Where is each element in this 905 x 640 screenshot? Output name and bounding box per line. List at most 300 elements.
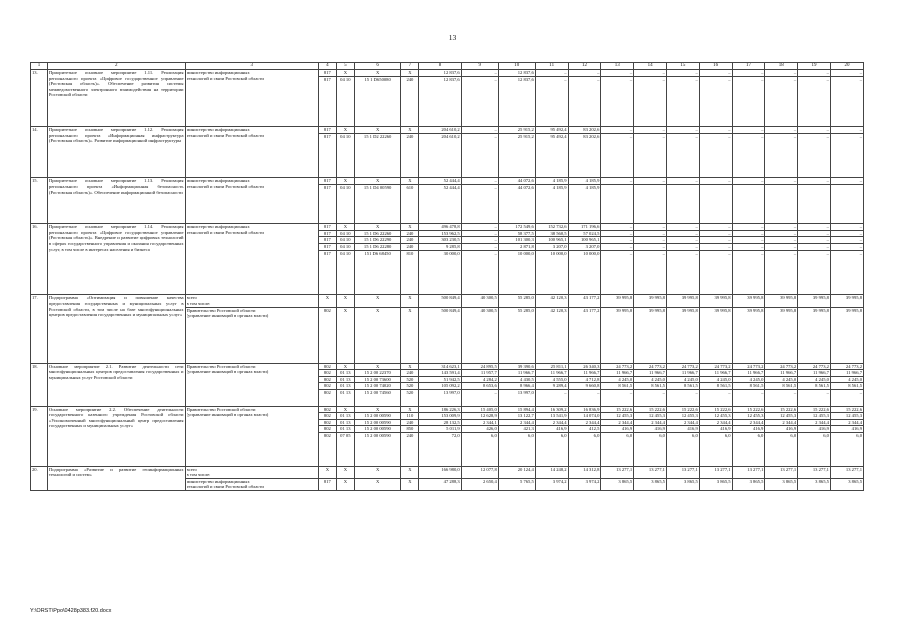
value-cell: 39 995,8 <box>666 295 699 307</box>
value-cell: 314 623,1 <box>419 363 461 370</box>
value-cell: 416,9 <box>830 426 863 433</box>
column-header: 20 <box>830 63 863 70</box>
column-header: 14 <box>634 63 667 70</box>
value-cell: 105 092,2 <box>419 383 461 390</box>
value-cell: 4 245,0 <box>699 376 732 383</box>
value-cell: 520 <box>401 383 419 390</box>
program-name: Приоритетное основное мероприятие 1.12. Реализация регионального проекта «Информационная инфраструктура (Ростовская область)». Развитие информационной инфраструктуры <box>47 126 185 177</box>
value-cell: 2 344,4 <box>699 419 732 426</box>
value-cell: 416,9 <box>798 426 831 433</box>
value-cell: 11 966,7 <box>732 370 765 377</box>
value-cell: 13 277,1 <box>634 466 667 478</box>
value-cell: – <box>830 70 863 77</box>
value-cell: 3 865,5 <box>634 478 667 490</box>
value-cell: 3 207,0 <box>568 243 601 250</box>
value-cell: 2 344,4 <box>535 419 568 426</box>
value-cell: 13 997,0 <box>419 389 461 406</box>
value-cell: 3 865,5 <box>798 478 831 490</box>
value-cell: 817 <box>318 76 336 126</box>
value-cell: 100 965,1 <box>568 237 601 244</box>
value-cell: X <box>401 307 419 363</box>
value-cell: 24 773,2 <box>601 363 634 370</box>
value-cell: 817 <box>318 478 336 490</box>
value-cell: 26 340,3 <box>568 363 601 370</box>
value-cell: – <box>634 126 667 133</box>
value-cell: 240 <box>401 243 419 250</box>
value-cell: 04 10 <box>336 133 354 178</box>
executor <box>185 406 318 466</box>
column-header: 4 <box>318 63 336 70</box>
value-cell: 6,0 <box>634 433 667 467</box>
value-cell: – <box>535 70 568 77</box>
value-cell: – <box>461 243 498 250</box>
value-cell: 12 455,3 <box>830 413 863 420</box>
value-cell: – <box>732 70 765 77</box>
column-header: 12 <box>568 63 601 70</box>
value-cell: 3 974,2 <box>535 478 568 490</box>
value-cell: 3 865,5 <box>765 478 798 490</box>
value-cell: – <box>461 230 498 237</box>
value-cell: X <box>336 478 354 490</box>
value-cell: 39 390,6 <box>498 363 535 370</box>
value-cell: – <box>699 250 732 295</box>
value-cell: 240 <box>401 76 419 126</box>
value-cell: 52 444,4 <box>419 178 461 185</box>
value-cell: – <box>461 389 498 406</box>
value-cell: – <box>732 133 765 178</box>
value-cell <box>830 184 863 223</box>
value-cell: – <box>601 250 634 295</box>
value-cell: 204 610,2 <box>419 126 461 133</box>
value-cell: – <box>461 76 498 126</box>
value-cell: 240 <box>401 133 419 178</box>
value-cell: 416,9 <box>666 426 699 433</box>
value-cell: – <box>798 389 831 406</box>
value-cell: 15 2 00 00590 <box>354 413 401 420</box>
value-cell: 15 2 00 74020 <box>354 383 401 390</box>
value-cell: 04 10 <box>336 184 354 223</box>
page-number: 13 <box>448 33 457 42</box>
value-cell: 2 344,4 <box>732 419 765 426</box>
value-cell: – <box>666 250 699 295</box>
executor-line: технологий и связи Ростовской области <box>186 229 264 235</box>
program-name: Приоритетное основное мероприятие 1.14. Реализация регионального проекта «Цифровое государственное управление (Ростовская область)». Внедрение и развитие цифровых технологий в сферах государственного управления и оказания государственных услуг, в том числе в интересах населения и бизнеса <box>47 224 185 295</box>
value-cell: – <box>535 389 568 406</box>
value-cell: 416,9 <box>535 426 568 433</box>
executor-line: технологий и связи Ростовской области <box>186 75 264 81</box>
value-cell: 412,5 <box>568 426 601 433</box>
value-cell: 11 966,7 <box>798 370 831 377</box>
value-cell: 12 455,3 <box>699 413 732 420</box>
value-cell: – <box>461 178 498 185</box>
value-cell: 817 <box>318 224 336 231</box>
value-cell: 55 285,0 <box>498 307 535 363</box>
value-cell: 39 995,8 <box>634 295 667 307</box>
value-cell: 24 773,2 <box>732 363 765 370</box>
value-cell: X <box>336 406 354 413</box>
value-cell: – <box>765 243 798 250</box>
value-cell: 204 610,2 <box>419 133 461 178</box>
value-cell: 04 10 <box>336 250 354 295</box>
value-cell: X <box>354 70 401 77</box>
value-cell: X <box>354 224 401 231</box>
value-cell: 817 <box>318 237 336 244</box>
value-cell: X <box>401 478 419 490</box>
value-cell: 13 277,1 <box>666 466 699 478</box>
value-cell: 44 072,6 <box>498 178 535 185</box>
executor <box>185 178 318 224</box>
value-cell: X <box>401 126 419 133</box>
value-cell: 39 995,8 <box>732 307 765 363</box>
value-cell: X <box>336 466 354 478</box>
value-cell: 8 561,5 <box>830 383 863 390</box>
value-cell: 6,0 <box>666 433 699 467</box>
value-cell: 47 288,3 <box>419 478 461 490</box>
value-cell: 9 289,4 <box>535 383 568 390</box>
value-cell: 3 865,5 <box>601 478 634 490</box>
value-cell: 15 1 D4 00590 <box>354 184 401 223</box>
value-cell: 24 773,2 <box>798 363 831 370</box>
value-cell: 4 712,8 <box>568 376 601 383</box>
value-cell: 4 185,9 <box>568 178 601 185</box>
value-cell: 8 561,5 <box>798 383 831 390</box>
value-cell: – <box>798 70 831 77</box>
column-header: 6 <box>354 63 401 70</box>
value-cell: 12 837,6 <box>498 76 535 126</box>
file-path-footer: Y:\ORST\Ppo\0428p383.f20.docx <box>30 608 112 614</box>
value-cell: 6,0 <box>699 433 732 467</box>
value-cell: 11 966,7 <box>765 370 798 377</box>
value-cell: – <box>699 243 732 250</box>
value-cell: 2 344,4 <box>634 419 667 426</box>
value-cell: – <box>699 230 732 237</box>
value-cell: 2 344,1 <box>461 419 498 426</box>
value-cell: 817 <box>318 184 336 223</box>
value-cell: 143 591,4 <box>419 370 461 377</box>
value-cell: 6,0 <box>568 433 601 467</box>
table-row <box>31 178 864 185</box>
value-cell: – <box>830 126 863 133</box>
value-cell: 802 <box>318 370 336 377</box>
value-cell: – <box>634 70 667 77</box>
value-cell: 12 455,3 <box>765 413 798 420</box>
value-cell: 520 <box>401 376 419 383</box>
value-cell: X <box>354 466 401 478</box>
value-cell: 11 966,7 <box>601 370 634 377</box>
value-cell: 20 124,4 <box>498 466 535 478</box>
value-cell: 24 773,2 <box>699 363 732 370</box>
value-cell: – <box>732 178 765 185</box>
value-cell: 416,9 <box>601 426 634 433</box>
value-cell: 14 248,2 <box>535 466 568 478</box>
value-cell: – <box>798 237 831 244</box>
value-cell: 13 122,7 <box>498 413 535 420</box>
value-cell: X <box>336 307 354 363</box>
value-cell: – <box>732 224 765 231</box>
value-cell: 416,9 <box>699 426 732 433</box>
value-cell: 15 1 D650080 <box>354 76 401 126</box>
row-number: 18. <box>31 363 48 406</box>
value-cell: 240 <box>401 237 419 244</box>
value-cell <box>699 184 732 223</box>
value-cell: 01 13 <box>336 389 354 406</box>
value-cell: 151 D6 68450 <box>354 250 401 295</box>
value-cell: 13 277,1 <box>732 466 765 478</box>
value-cell: 39 995,8 <box>798 307 831 363</box>
value-cell: 426,0 <box>461 426 498 433</box>
value-cell: 2 344,4 <box>830 419 863 426</box>
value-cell: – <box>666 243 699 250</box>
value-cell: 3 974,2 <box>568 478 601 490</box>
executor-line: министерство информационных <box>186 478 250 484</box>
value-cell: 802 <box>318 383 336 390</box>
value-cell: 12 455,3 <box>798 413 831 420</box>
value-cell: – <box>732 250 765 295</box>
program-name: Основное мероприятие 2.2. Обеспечение деятельности государственного казенного учреждения Ростовской области «Уполномоченный многофункциональный центр предоставления государственных и муниципальных услуг» <box>47 406 185 466</box>
value-cell <box>601 184 634 223</box>
value-cell: 6,0 <box>765 433 798 467</box>
row-number: 20. <box>31 466 48 490</box>
value-cell: 4 245,0 <box>634 376 667 383</box>
value-cell: 416,9 <box>765 426 798 433</box>
value-cell: 4 245,0 <box>601 376 634 383</box>
value-cell: X <box>401 178 419 185</box>
value-cell: 802 <box>318 406 336 413</box>
value-cell: 11 966,7 <box>666 370 699 377</box>
value-cell: 8 561,5 <box>732 383 765 390</box>
value-cell: 8 561,5 <box>601 383 634 390</box>
value-cell: 25 915,2 <box>498 126 535 133</box>
value-cell: – <box>732 126 765 133</box>
value-cell: – <box>461 224 498 231</box>
value-cell: 11 966,7 <box>498 370 535 377</box>
value-cell: 44 072,6 <box>498 184 535 223</box>
value-cell: 817 <box>318 250 336 295</box>
table-row <box>31 126 864 133</box>
executor-line: министерство информационных <box>186 224 250 230</box>
value-cell: 57 024,5 <box>568 230 601 237</box>
value-cell: – <box>732 389 765 406</box>
value-cell: 4 555,0 <box>535 376 568 383</box>
value-cell: 15 222,6 <box>830 406 863 413</box>
value-cell: 04 10 <box>336 230 354 237</box>
executor-line: министерство информационных <box>186 126 250 132</box>
value-cell: 01 13 <box>336 413 354 420</box>
value-cell: 13 277,1 <box>830 466 863 478</box>
value-cell: 8 561,5 <box>634 383 667 390</box>
executor-line: (управление инноваций в органах власти) <box>186 369 269 375</box>
column-header: 10 <box>498 63 535 70</box>
value-cell: 15 405,0 <box>461 406 498 413</box>
value-cell <box>634 184 667 223</box>
value-cell: 15 1 D6 22260 <box>354 230 401 237</box>
value-cell: 01 13 <box>336 376 354 383</box>
value-cell: 8 561,5 <box>699 383 732 390</box>
value-cell: 4 185,9 <box>535 178 568 185</box>
value-cell: 11 966,7 <box>699 370 732 377</box>
value-cell: 802 <box>318 363 336 370</box>
value-cell: 25 915,2 <box>498 133 535 178</box>
executor-line: Правительство Ростовской области <box>186 406 256 412</box>
value-cell: 4 245,0 <box>666 376 699 383</box>
executor-line: министерство информационных <box>186 70 250 75</box>
value-cell: 12 455,3 <box>666 413 699 420</box>
program-name: Подпрограмма «Развитие и развитие геоинформационных технологий и систем» <box>47 466 185 490</box>
value-cell: – <box>830 133 863 178</box>
executor-line: в том числе: <box>186 300 211 306</box>
value-cell: – <box>634 224 667 231</box>
value-cell: 16 836,9 <box>568 406 601 413</box>
value-cell: 55 285,0 <box>498 295 535 307</box>
value-cell: – <box>634 76 667 126</box>
value-cell: 04 10 <box>336 243 354 250</box>
value-cell: 39 995,8 <box>765 295 798 307</box>
value-cell: 15 894,4 <box>498 406 535 413</box>
value-cell: 15 2 00 00590 <box>354 419 401 426</box>
value-cell: 4 284,2 <box>461 376 498 383</box>
value-cell: 3 207,0 <box>535 243 568 250</box>
value-cell: X <box>354 363 401 370</box>
value-cell: 39 995,8 <box>634 307 667 363</box>
value-cell: 01 13 <box>336 383 354 390</box>
value-cell: – <box>461 184 498 223</box>
value-cell: 6,0 <box>830 433 863 467</box>
column-header: 15 <box>666 63 699 70</box>
value-cell <box>732 184 765 223</box>
value-cell: – <box>830 230 863 237</box>
value-cell: X <box>336 70 354 77</box>
value-cell: X <box>354 406 401 413</box>
value-cell: 240 <box>401 433 419 467</box>
executor-line: (управление инноваций в органах власти) <box>186 313 269 319</box>
value-cell: 12 628,9 <box>461 413 498 420</box>
table-body <box>31 63 864 491</box>
value-cell: 810 <box>401 250 419 295</box>
value-cell: 9 660,8 <box>568 383 601 390</box>
value-cell: 15 2 00 00590 <box>354 433 401 467</box>
value-cell: 15 222,6 <box>732 406 765 413</box>
value-cell: X <box>354 178 401 185</box>
column-header: 3 <box>185 63 318 70</box>
value-cell: – <box>732 243 765 250</box>
column-header: 13 <box>601 63 634 70</box>
executor-line: технологий и связи Ростовской области <box>186 484 264 490</box>
value-cell: 07 05 <box>336 433 354 467</box>
value-cell: 8 561,5 <box>765 383 798 390</box>
value-cell: 817 <box>318 70 336 77</box>
value-cell: 39 995,8 <box>830 307 863 363</box>
value-cell: 817 <box>318 178 336 185</box>
value-cell: 30 000,0 <box>419 250 461 295</box>
value-cell: 51 942,5 <box>419 376 461 383</box>
value-cell: – <box>634 250 667 295</box>
value-cell: – <box>634 178 667 185</box>
value-cell: 153 962,5 <box>419 230 461 237</box>
value-cell: 850 <box>401 426 419 433</box>
value-cell <box>798 184 831 223</box>
value-cell: – <box>798 250 831 295</box>
value-cell: 11 966,7 <box>535 370 568 377</box>
value-cell: X <box>401 224 419 231</box>
value-cell: 39 995,8 <box>765 307 798 363</box>
value-cell: – <box>666 126 699 133</box>
executor <box>185 466 318 478</box>
value-cell: – <box>634 243 667 250</box>
row-number: 13. <box>31 70 48 127</box>
value-cell: 416,9 <box>732 426 765 433</box>
value-cell: 5 011,9 <box>419 426 461 433</box>
value-cell: 15 222,6 <box>765 406 798 413</box>
value-cell: 6,0 <box>601 433 634 467</box>
value-cell: 153 009,9 <box>419 413 461 420</box>
value-cell: 01 13 <box>336 426 354 433</box>
value-cell: 14 074,0 <box>568 413 601 420</box>
value-cell: – <box>830 178 863 185</box>
value-cell: 15 1 D6 22290 <box>354 237 401 244</box>
value-cell: 3 865,5 <box>699 478 732 490</box>
column-header: 8 <box>419 63 461 70</box>
column-header: 9 <box>461 63 498 70</box>
value-cell: 496 478,8 <box>419 224 461 231</box>
value-cell: 40 300,5 <box>461 307 498 363</box>
value-cell: 15 2 00 00590 <box>354 426 401 433</box>
value-cell: 12 837,6 <box>419 76 461 126</box>
row-number: 17. <box>31 295 48 363</box>
value-cell: 9 285,8 <box>419 243 461 250</box>
column-header: 2 <box>47 63 185 70</box>
value-cell: 6,0 <box>732 433 765 467</box>
value-cell: 58 377,5 <box>498 230 535 237</box>
column-header: 7 <box>401 63 419 70</box>
value-cell: – <box>699 237 732 244</box>
value-cell: – <box>568 389 601 406</box>
value-cell: 802 <box>318 426 336 433</box>
value-cell: – <box>798 178 831 185</box>
row-number: 16. <box>31 224 48 295</box>
value-cell: 6,0 <box>461 433 498 467</box>
value-cell: – <box>601 243 634 250</box>
value-cell: 38 560,5 <box>535 230 568 237</box>
value-cell: 39 995,8 <box>699 295 732 307</box>
value-cell: – <box>699 133 732 178</box>
value-cell: – <box>461 126 498 133</box>
executor <box>185 126 318 177</box>
value-cell: 13 277,1 <box>798 466 831 478</box>
value-cell: – <box>798 76 831 126</box>
value-cell: 10 000,0 <box>568 250 601 295</box>
table-row <box>31 295 864 307</box>
value-cell: – <box>601 389 634 406</box>
value-cell: X <box>336 224 354 231</box>
value-cell: 95 492,4 <box>535 126 568 133</box>
table-row <box>31 406 864 413</box>
value-cell: – <box>732 237 765 244</box>
value-cell: – <box>765 224 798 231</box>
value-cell: – <box>765 133 798 178</box>
value-cell: – <box>666 70 699 77</box>
value-cell: 802 <box>318 433 336 467</box>
value-cell: 421,3 <box>498 426 535 433</box>
value-cell: X <box>401 363 419 370</box>
value-cell <box>765 184 798 223</box>
executor <box>185 295 318 307</box>
value-cell: – <box>699 178 732 185</box>
value-cell: 12 077,8 <box>461 466 498 478</box>
value-cell: 42 120,3 <box>535 307 568 363</box>
value-cell: 802 <box>318 389 336 406</box>
value-cell: 4 430,5 <box>498 376 535 383</box>
value-cell: 500 849,4 <box>419 307 461 363</box>
